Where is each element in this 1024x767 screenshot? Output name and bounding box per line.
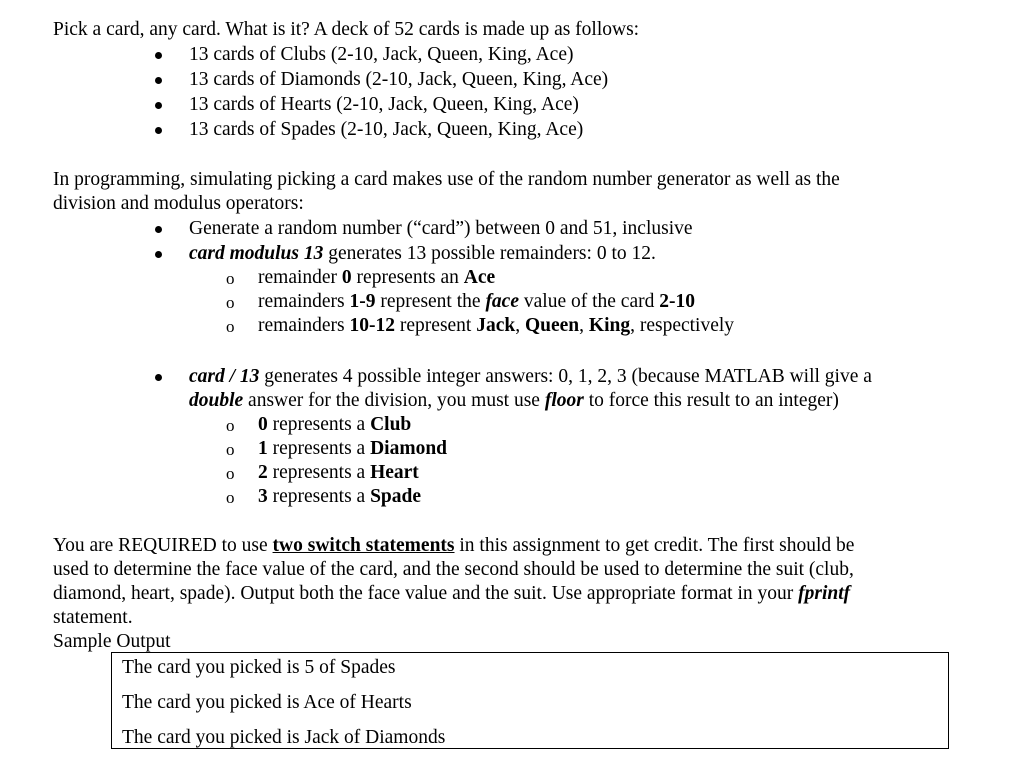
text-span: You are REQUIRED to use	[53, 535, 273, 556]
text-span: generates 4 possible integer answers: 0, 1, 2, 3 (because MATLAB will give a	[259, 366, 872, 387]
bold-span: Club	[370, 414, 412, 435]
text-span: , respectively	[630, 315, 735, 336]
modulus-line	[189, 242, 656, 266]
division-line-2	[189, 389, 839, 413]
sub-bullet: o	[226, 269, 235, 288]
bullet-dot	[155, 374, 162, 381]
text-span: represents a	[267, 414, 371, 435]
sub-bullet: o	[226, 488, 235, 507]
bold-span: Diamond	[370, 438, 448, 459]
intro-text: Pick a card, any card. What is it? A deck of 52 cards is made up as follows:	[53, 19, 640, 40]
quotient-diamond-line	[258, 437, 447, 461]
text-span: ,	[515, 315, 525, 336]
text-span: represents a	[267, 438, 371, 459]
bold-span: King	[588, 315, 631, 336]
text-span: value of the card	[519, 291, 660, 312]
bullet-dot	[155, 251, 162, 258]
remainder-face-line	[258, 290, 695, 314]
bold-span: Queen	[524, 315, 580, 336]
suit-item-hearts: 13 cards of Hearts (2-10, Jack, Queen, King, Ace)	[189, 94, 579, 115]
text-span: represent the	[375, 291, 486, 312]
required-line-4: statement.	[53, 607, 133, 628]
bold-span: Ace	[463, 267, 496, 288]
division-line-1	[189, 365, 872, 389]
sub-bullet: o	[226, 464, 235, 483]
bold-span: 1	[258, 438, 268, 459]
bold-span: 3	[258, 486, 268, 507]
bold-span: 0	[341, 267, 352, 288]
text-span: represents a	[267, 462, 371, 483]
quotient-heart-line	[258, 461, 419, 485]
sample-line: The card you picked is Jack of Diamonds	[122, 727, 446, 748]
programming-line-1: In programming, simulating picking a card makes use of the random number generator as well as the	[53, 169, 840, 190]
modulus-expr: card modulus 13	[189, 243, 324, 264]
sample-output-title: Sample Output	[53, 631, 171, 652]
quotient-club-line	[258, 413, 411, 437]
generate-text: Generate a random number (“card”) between 0 and 51, inclusive	[189, 218, 693, 239]
bold-span: 0	[258, 414, 268, 435]
sub-bullet: o	[226, 293, 235, 312]
text-span: represent	[395, 315, 477, 336]
bold-span: Spade	[370, 486, 422, 507]
modulus-rest: generates 13 possible remainders: 0 to 12.	[323, 243, 656, 264]
text-span: remainder	[258, 267, 342, 288]
suit-item-spades: 13 cards of Spades (2-10, Jack, Queen, King, Ace)	[189, 119, 584, 140]
text-span: ,	[579, 315, 589, 336]
remainder-royal-line	[258, 314, 734, 338]
sub-bullet: o	[226, 440, 235, 459]
bold-span: 1-9	[349, 291, 376, 312]
sample-output-box	[111, 652, 949, 749]
quotient-spade-line	[258, 485, 421, 509]
bold-span: 2-10	[659, 291, 695, 312]
bold-italic-span: floor	[544, 390, 584, 411]
bullet-dot	[155, 127, 162, 134]
text-span: diamond, heart, spade). Output both the face value and the suit. Use appropriate format in your	[53, 583, 799, 604]
bullet-dot	[155, 102, 162, 109]
text-span: in this assignment to get credit. The first should be	[454, 535, 855, 556]
suit-item-diamonds: 13 cards of Diamonds (2-10, Jack, Queen, King, Ace)	[189, 69, 609, 90]
bold-italic-span: fprintf	[798, 583, 851, 604]
bold-span: Jack	[476, 315, 516, 336]
required-line-2: used to determine the face value of the card, and the second should be used to determine the suit (club,	[53, 559, 854, 580]
bold-span: 10-12	[349, 315, 396, 336]
division-expr: card / 13	[189, 366, 260, 387]
bullet-dot	[155, 52, 162, 59]
text-span: remainders	[258, 291, 350, 312]
bold-span: Heart	[370, 462, 419, 483]
bold-italic-span: double	[189, 390, 244, 411]
required-line-1	[53, 534, 854, 558]
remainder-zero-line	[258, 266, 495, 290]
bold-underline-span: two switch statements	[272, 535, 455, 556]
text-span: answer for the division, you must use	[243, 390, 545, 411]
sample-line: The card you picked is 5 of Spades	[122, 657, 396, 678]
sample-line: The card you picked is Ace of Hearts	[122, 692, 412, 713]
text-span: to force this result to an integer)	[583, 390, 839, 411]
sub-bullet: o	[226, 317, 235, 336]
sub-bullet: o	[226, 416, 235, 435]
programming-line-2: division and modulus operators:	[53, 193, 304, 214]
bullet-dot	[155, 226, 162, 233]
text-span: remainders	[258, 315, 350, 336]
bold-span: 2	[258, 462, 268, 483]
required-line-3	[53, 582, 850, 606]
bold-italic-span: face	[485, 291, 519, 312]
bullet-dot	[155, 77, 162, 84]
text-span: represents an	[351, 267, 464, 288]
text-span: represents a	[267, 486, 371, 507]
suit-item-clubs: 13 cards of Clubs (2-10, Jack, Queen, King, Ace)	[189, 44, 574, 65]
